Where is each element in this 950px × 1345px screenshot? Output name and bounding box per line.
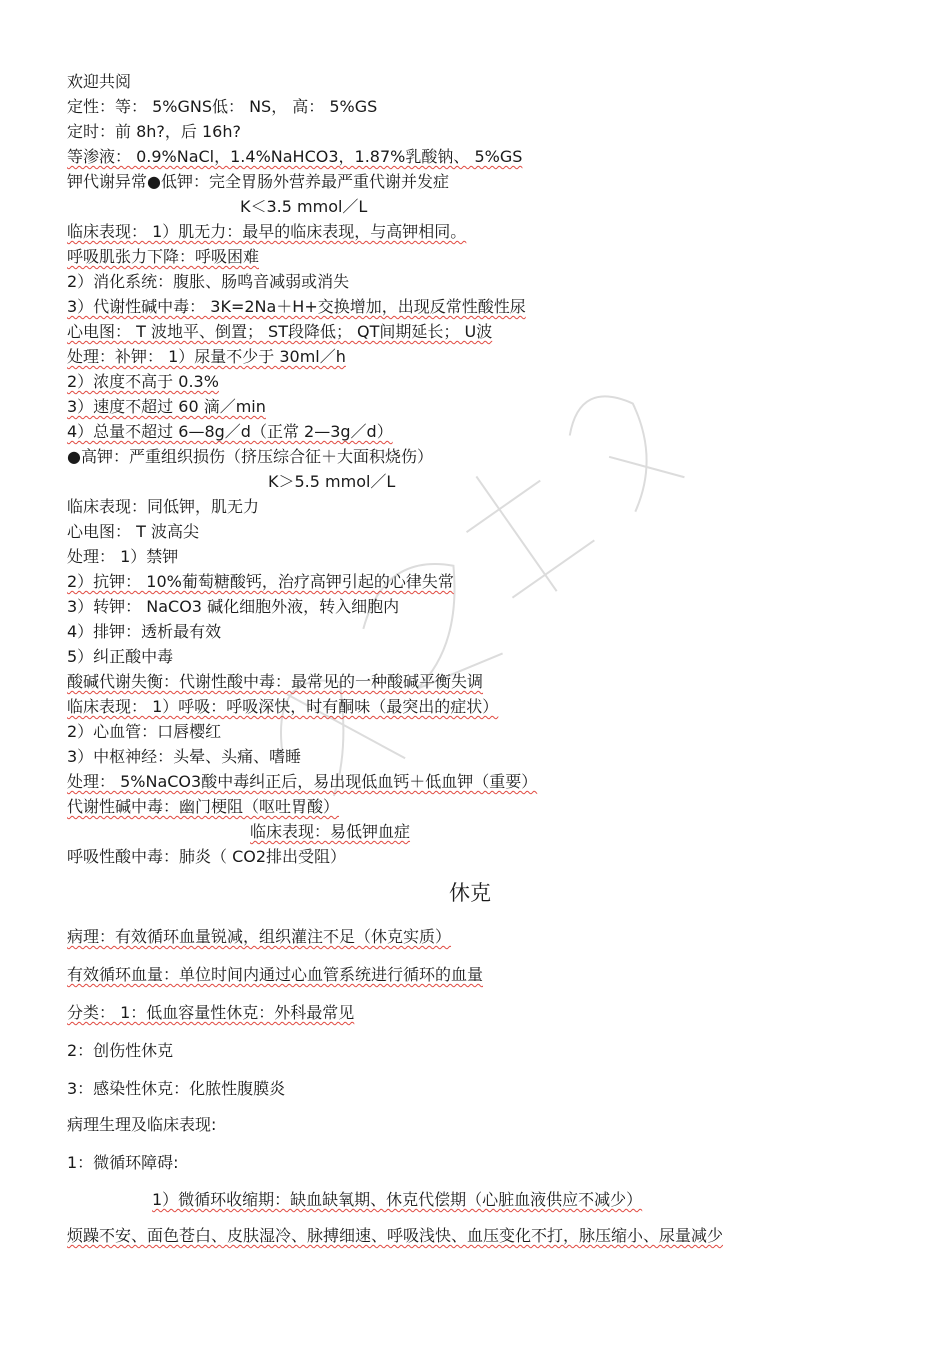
text-line: 有效循环血量：单位时间内通过心血管系统进行循环的血量 (67, 965, 484, 984)
text-line: 临床表现：同低钾，肌无力 (67, 497, 260, 516)
text-line: 酸碱代谢失衡：代谢性酸中毒：最常见的一种酸碱平衡失调 (67, 672, 484, 691)
text-line: 分类： 1：低血容量性休克：外科最常见 (67, 1003, 355, 1022)
text-line: 钾代谢异常●低钾：完全胃肠外营养最严重代谢并发症 (67, 172, 449, 191)
text-line: 心电图： T 波高尖 (67, 522, 199, 541)
text-line: 4）总量不超过 6—8g／d（正常 2—3g／d） (67, 422, 393, 441)
text-line: 2）抗钾： 10%葡萄糖酸钙，治疗高钾引起的心律失常 (67, 572, 454, 591)
text-line: 1）微循环收缩期：缺血缺氧期、休克代偿期（心脏血液供应不减少） (152, 1190, 643, 1209)
text-line: 处理：补钾： 1）尿量不少于 30ml／h (67, 347, 346, 366)
text-line: K＜3.5 mmol／L (240, 197, 368, 216)
text-line: 5）纠正酸中毒 (67, 647, 174, 666)
text-line: 3）速度不超过 60 滴／min (67, 397, 266, 416)
text-line: 呼吸性酸中毒：肺炎（ CO2排出受阻） (67, 847, 347, 866)
text-line: ●高钾：严重组织损伤（挤压综合征＋大面积烧伤） (67, 447, 433, 466)
header-text: 欢迎共阅 (67, 72, 132, 91)
text-line: 心电图： T 波地平、倒置； ST段降低； QT间期延长； U波 (67, 322, 493, 341)
text-line: 病理：有效循环血量锐减，组织灌注不足（休克实质） (67, 927, 452, 946)
text-line: 2）浓度不高于 0.3% (67, 372, 219, 391)
text-line: 呼吸肌张力下降：呼吸困难 (67, 247, 260, 266)
text-line: 2：创伤性休克 (67, 1041, 174, 1060)
text-line: K＞5.5 mmol／L (268, 472, 396, 491)
text-line: 病理生理及临床表现: (67, 1115, 217, 1134)
text-line: 临床表现： 1）肌无力：最早的临床表现，与高钾相同。 (67, 222, 467, 241)
text-line: 2）心血管：口唇樱红 (67, 722, 222, 741)
text-line: 3）代谢性碱中毒： 3K=2Na＋H+交换增加，出现反常性酸性尿 (67, 297, 526, 316)
text-line: 等渗液： 0.9%NaCl，1.4%NaHCO3，1.87%乳酸钠、 5%GS (67, 147, 523, 166)
section-title: 休克 (449, 881, 491, 905)
text-line: 3）转钾： NaCO3 碱化细胞外液，转入细胞内 (67, 597, 400, 616)
text-line: 临床表现： 1）呼吸：呼吸深快，时有酮味（最突出的症状） (67, 697, 499, 716)
text-line: 1：微循环障碍: (67, 1153, 179, 1172)
text-line: 处理： 1）禁钾 (67, 547, 179, 566)
text-line: 定时：前 8h?，后 16h? (67, 122, 241, 141)
text-line: 3：感染性休克：化脓性腹膜炎 (67, 1079, 286, 1098)
text-line: 代谢性碱中毒：幽门梗阻（呕吐胃酸） (67, 797, 340, 816)
text-line: 处理： 5%NaCO3酸中毒纠正后，易出现低血钙＋低血钾（重要） (67, 772, 538, 791)
text-line: 定性：等： 5%GNS低： NS， 高： 5%GS (67, 97, 378, 116)
text-line: 临床表现：易低钾血症 (250, 822, 411, 841)
text-line: 3）中枢神经：头晕、头痛、嗜睡 (67, 747, 302, 766)
text-line: 2）消化系统：腹胀、肠鸣音减弱或消失 (67, 272, 350, 291)
text-line: 烦躁不安、面色苍白、皮肤湿冷、脉搏细速、呼吸浅快、血压变化不打，脉压缩小、尿量减少 (67, 1226, 724, 1245)
text-line: 4）排钾：透析最有效 (67, 622, 222, 641)
